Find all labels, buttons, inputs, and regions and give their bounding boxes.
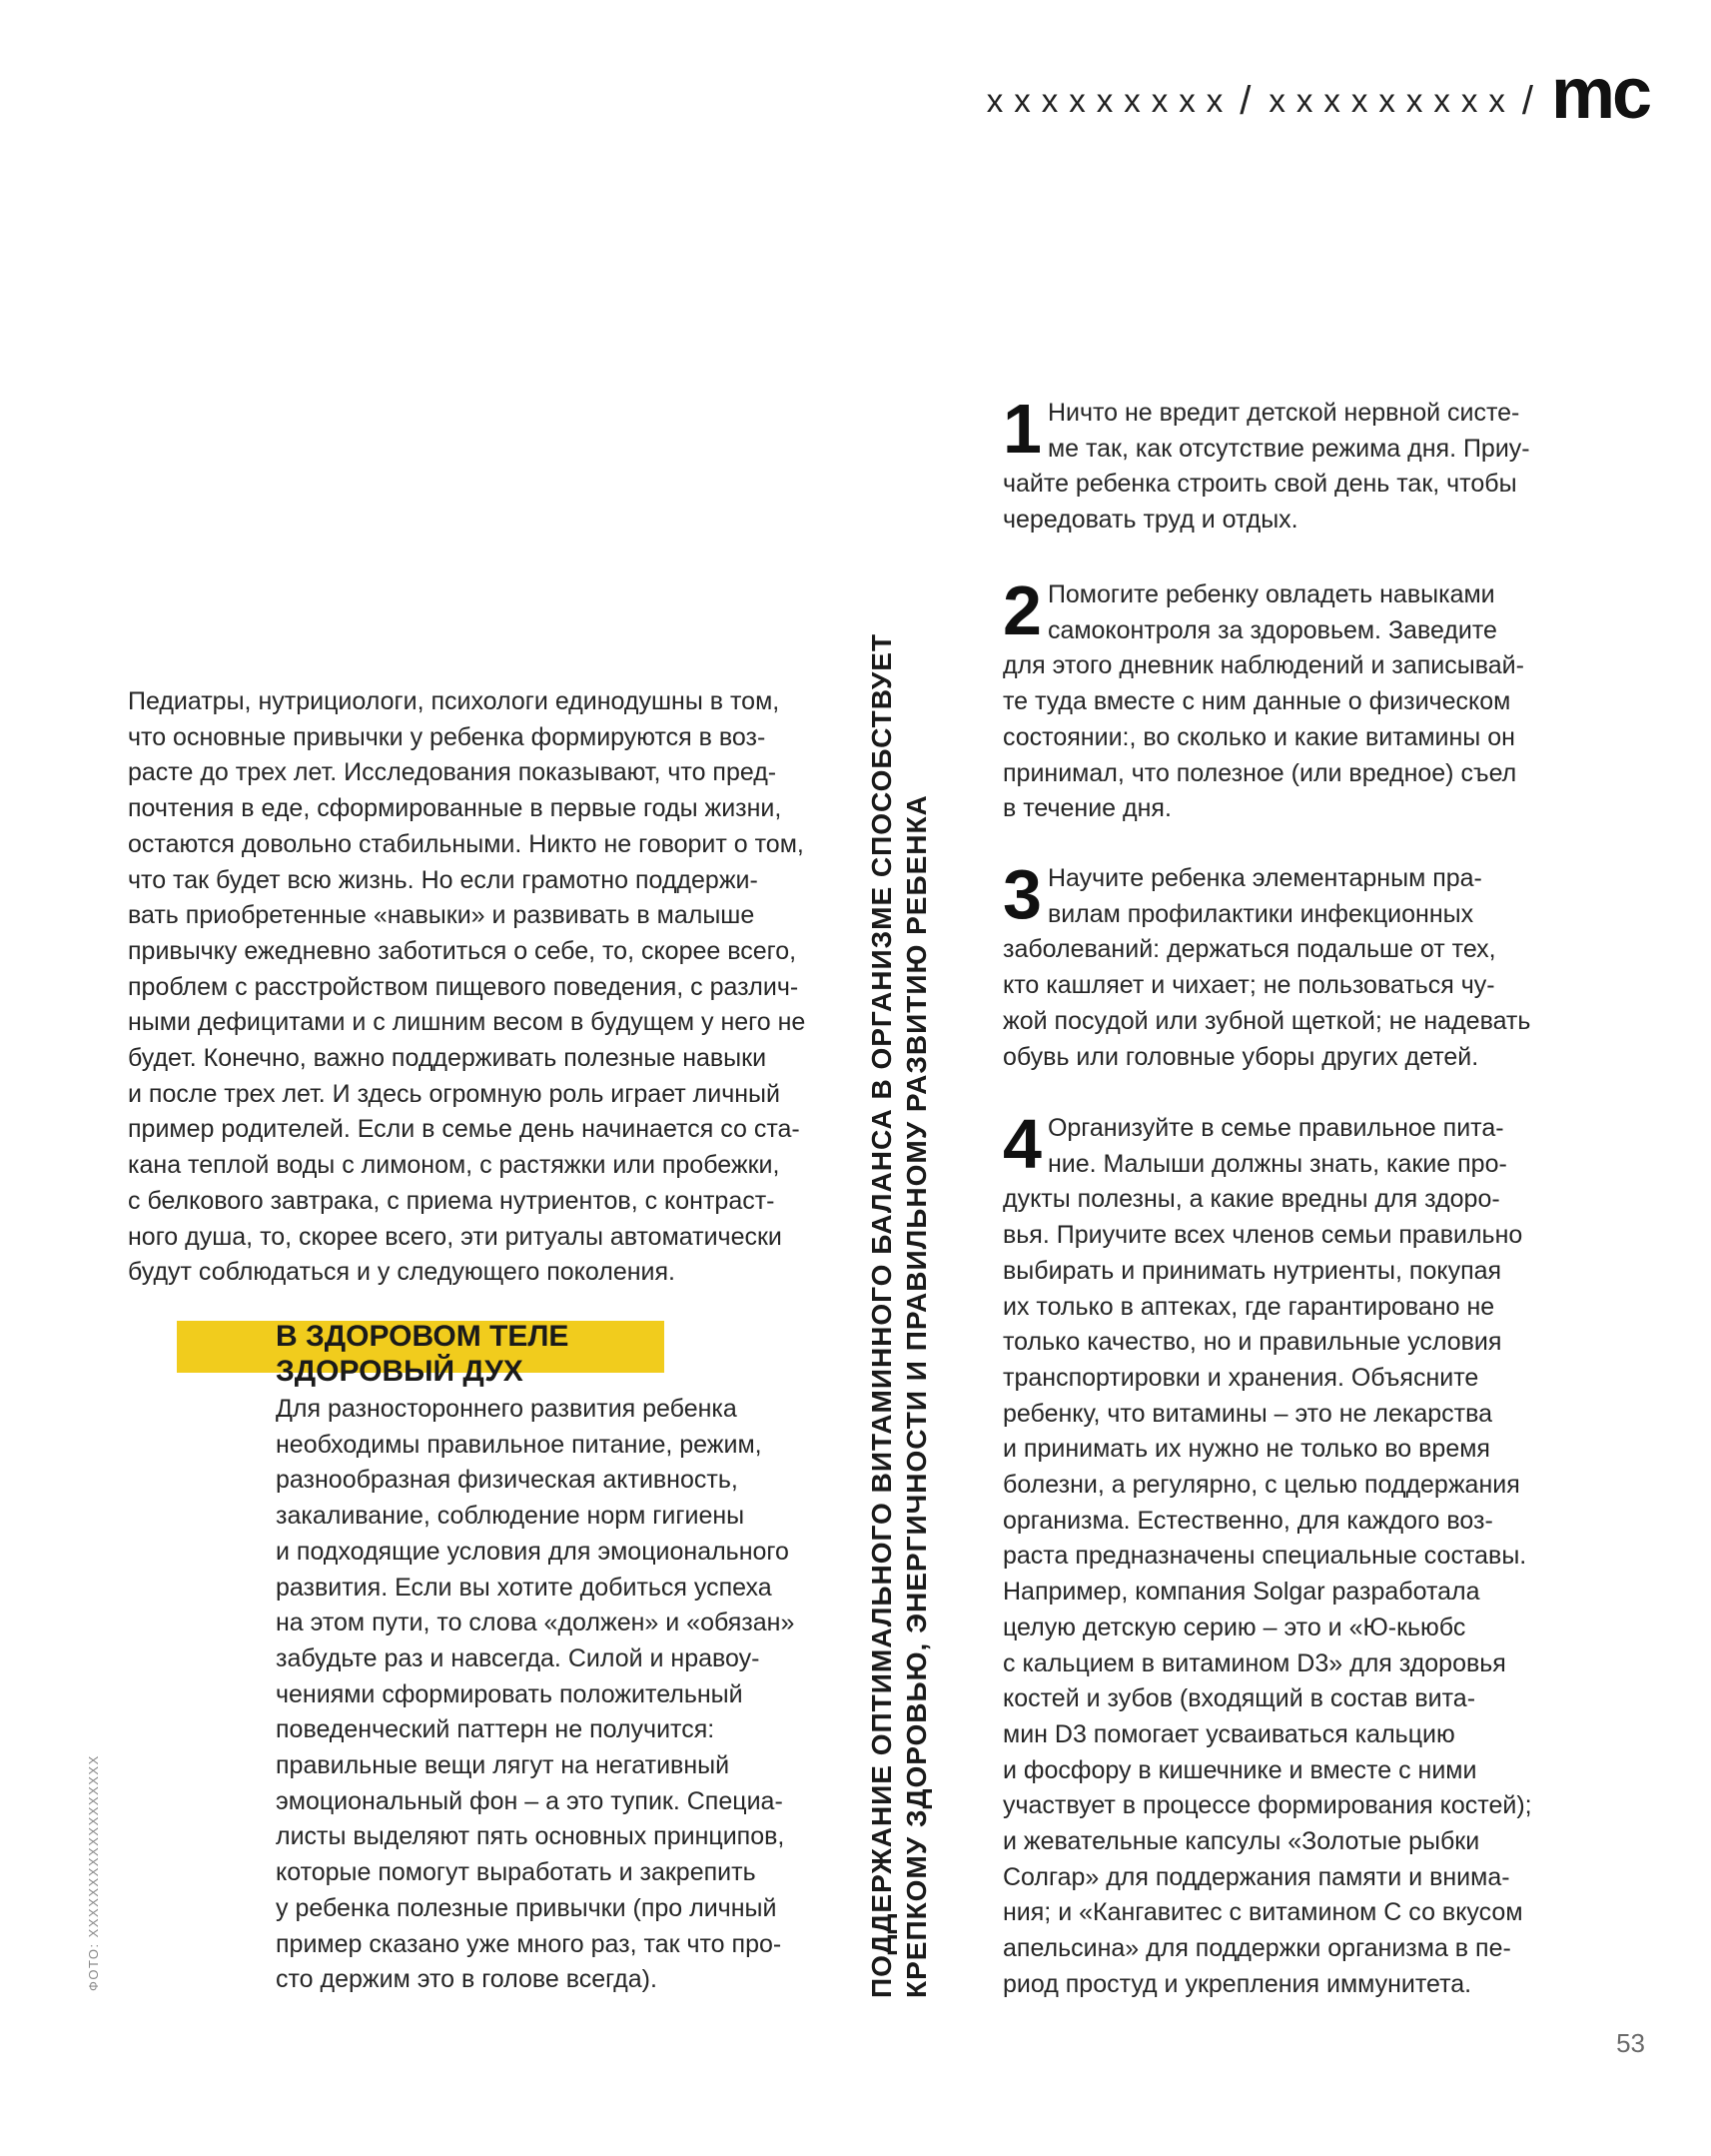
tip-item [1003, 571, 1562, 827]
pull-quote: ПОДДЕРЖАНИЕ ОПТИМАЛЬНОГО ВИТАМИННОГО БАЛАНСА В ОРГАНИЗМЕ СПОСОБСТВУЕТ КРЕПКОМУ ЗДОРОВЬЮ, ЭНЕРГИЧНОСТИ И ПРАВИЛЬНОМУ РАЗВИТИЮ РЕБЕНКА [866, 632, 932, 1998]
tip-number: 4 [1003, 1105, 1042, 1183]
page-number: 53 [1616, 2028, 1645, 2058]
intro-column [128, 684, 827, 1291]
tip-text: Организуйте в семье правильное пита- ние. Малыши должны знать, какие про- дукты полезны, а какие вредны для здоро- вья. Приучите всех членов семьи правильно выбирать и принимать нутриенты, покупая их только в аптеках, где гарантировано не только качество, но и правильные условия транспортировки и хранения. Объясните ребенку, что витамины – это не лекарства и принимать их нужно не только во время болезни, а регулярно, с целью поддержания организма. Естественно, для каждого воз- раста предназначены специальные составы. Например, компания Solgar разработала целую детскую серию – это и «Ю-кьюбс с кальцием в витамином D3» для здоровья костей и зубов (входящий в состав вита- мин D3 помогает усваиваться кальцию и фосфору в кишечнике и вместе с ними участвует в процессе формирования костей); и жевательные капсулы «Золотые рыбки Солгар» для поддержания памяти и внима- ния; и «Кангавитес с витамином С со вкусом апельсина» для поддержки организма в пе- риод простуд и укрепления иммунитета. [1003, 1114, 1532, 1998]
tip-item [1003, 855, 1562, 1075]
tip-text: Научите ребенка элементарным пра- вилам профилактики инфекционных заболеваний: держаться подальше от тех, кто кашляет и чихает; не пользоваться чу- жой посудой или зубной щеткой; не надевать обувь или головные уборы других детей. [1003, 864, 1531, 1071]
tip-item [1003, 390, 1562, 539]
magazine-logo: mc [1550, 54, 1649, 134]
breadcrumb-separator: / [1521, 78, 1533, 123]
tip-number: 3 [1003, 855, 1042, 933]
subsection-paragraph: Для разностороннего развития ребенка необходимы правильное питание, режим, разнообразная физическая активность, закаливание, соблюдение норм гигиены и подходящие условия для эмоционального развития. Если вы хотите добиться успеха на этом пути, то слова «должен» и «обязан» забудьте раз и навсегда. Силой и нравоу- чениями сформировать положительный поведенческий паттерн не получится: правильные вещи лягут на негативный эмоциональный фон – а это тупик. Специа- листы выделяют пять основных принципов, которые помогут выработать и закрепить у ребенка полезные привычки (про личный пример сказано уже много раз, так что про- сто держим это в голове всегда). [276, 1395, 795, 1994]
section-label: xxxxxxxxx [986, 82, 1235, 119]
intro-paragraph: Педиатры, нутрициологи, психологи единодушны в том, что основные привычки у ребенка формируются в воз- расте до трех лет. Исследования показывают, что пред- почтения в еде, сформированные в первые годы жизни, остаются довольно стабильными. Никто не говорит о том, что так будет всю жизнь. Но если грамотно поддержи- вать приобретенные «навыки» и развивать в малыше привычку ежедневно заботиться о себе, то, скорее всего, проблем с расстройством пищевого поведения, с различ- ными дефицитами и с лишним весом в будущем у него не будет. Конечно, важно поддерживать полезные навыки и после трех лет. И здесь огромную роль играет личный пример родителей. Если в семье день начинается со ста- кана теплой воды с лимоном, с растяжки или пробежки, с белкового завтрака, с приема нутриентов, с контраст- ного душа, то, скорее всего, эти ритуалы автоматически будут соблюдаться и у следующего поколения. [128, 687, 806, 1287]
photo-credit: ФОТО: XXXXXXXXXXXXXXXXXX [86, 1754, 101, 1991]
tip-text: Помогите ребенку овладеть навыками самоконтроля за здоровьем. Заведите для этого дневник наблюдений и записывай- те туда вместе с ним данные о физическом состоянии:, во сколько и какие витамины он принимал, что полезное (или вредное) съел в течение дня. [1003, 580, 1524, 823]
tip-number: 1 [1003, 390, 1042, 468]
subsection-label: xxxxxxxxx [1269, 82, 1516, 119]
breadcrumb-separator: / [1240, 78, 1252, 123]
page-header [986, 54, 1649, 136]
subheading: В ЗДОРОВОМ ТЕЛЕ ЗДОРОВЫЙ ДУХ [276, 1320, 569, 1388]
tip-number: 2 [1003, 571, 1042, 649]
subsection-column [276, 1392, 835, 1998]
tip-text: Ничто не вредит детской нервной систе- ме так, как отсутствие режима дня. Приу- чайте ребенка строить свой день так, чтобы чередовать труд и отдых. [1003, 399, 1530, 535]
tip-item [1003, 1105, 1562, 2003]
